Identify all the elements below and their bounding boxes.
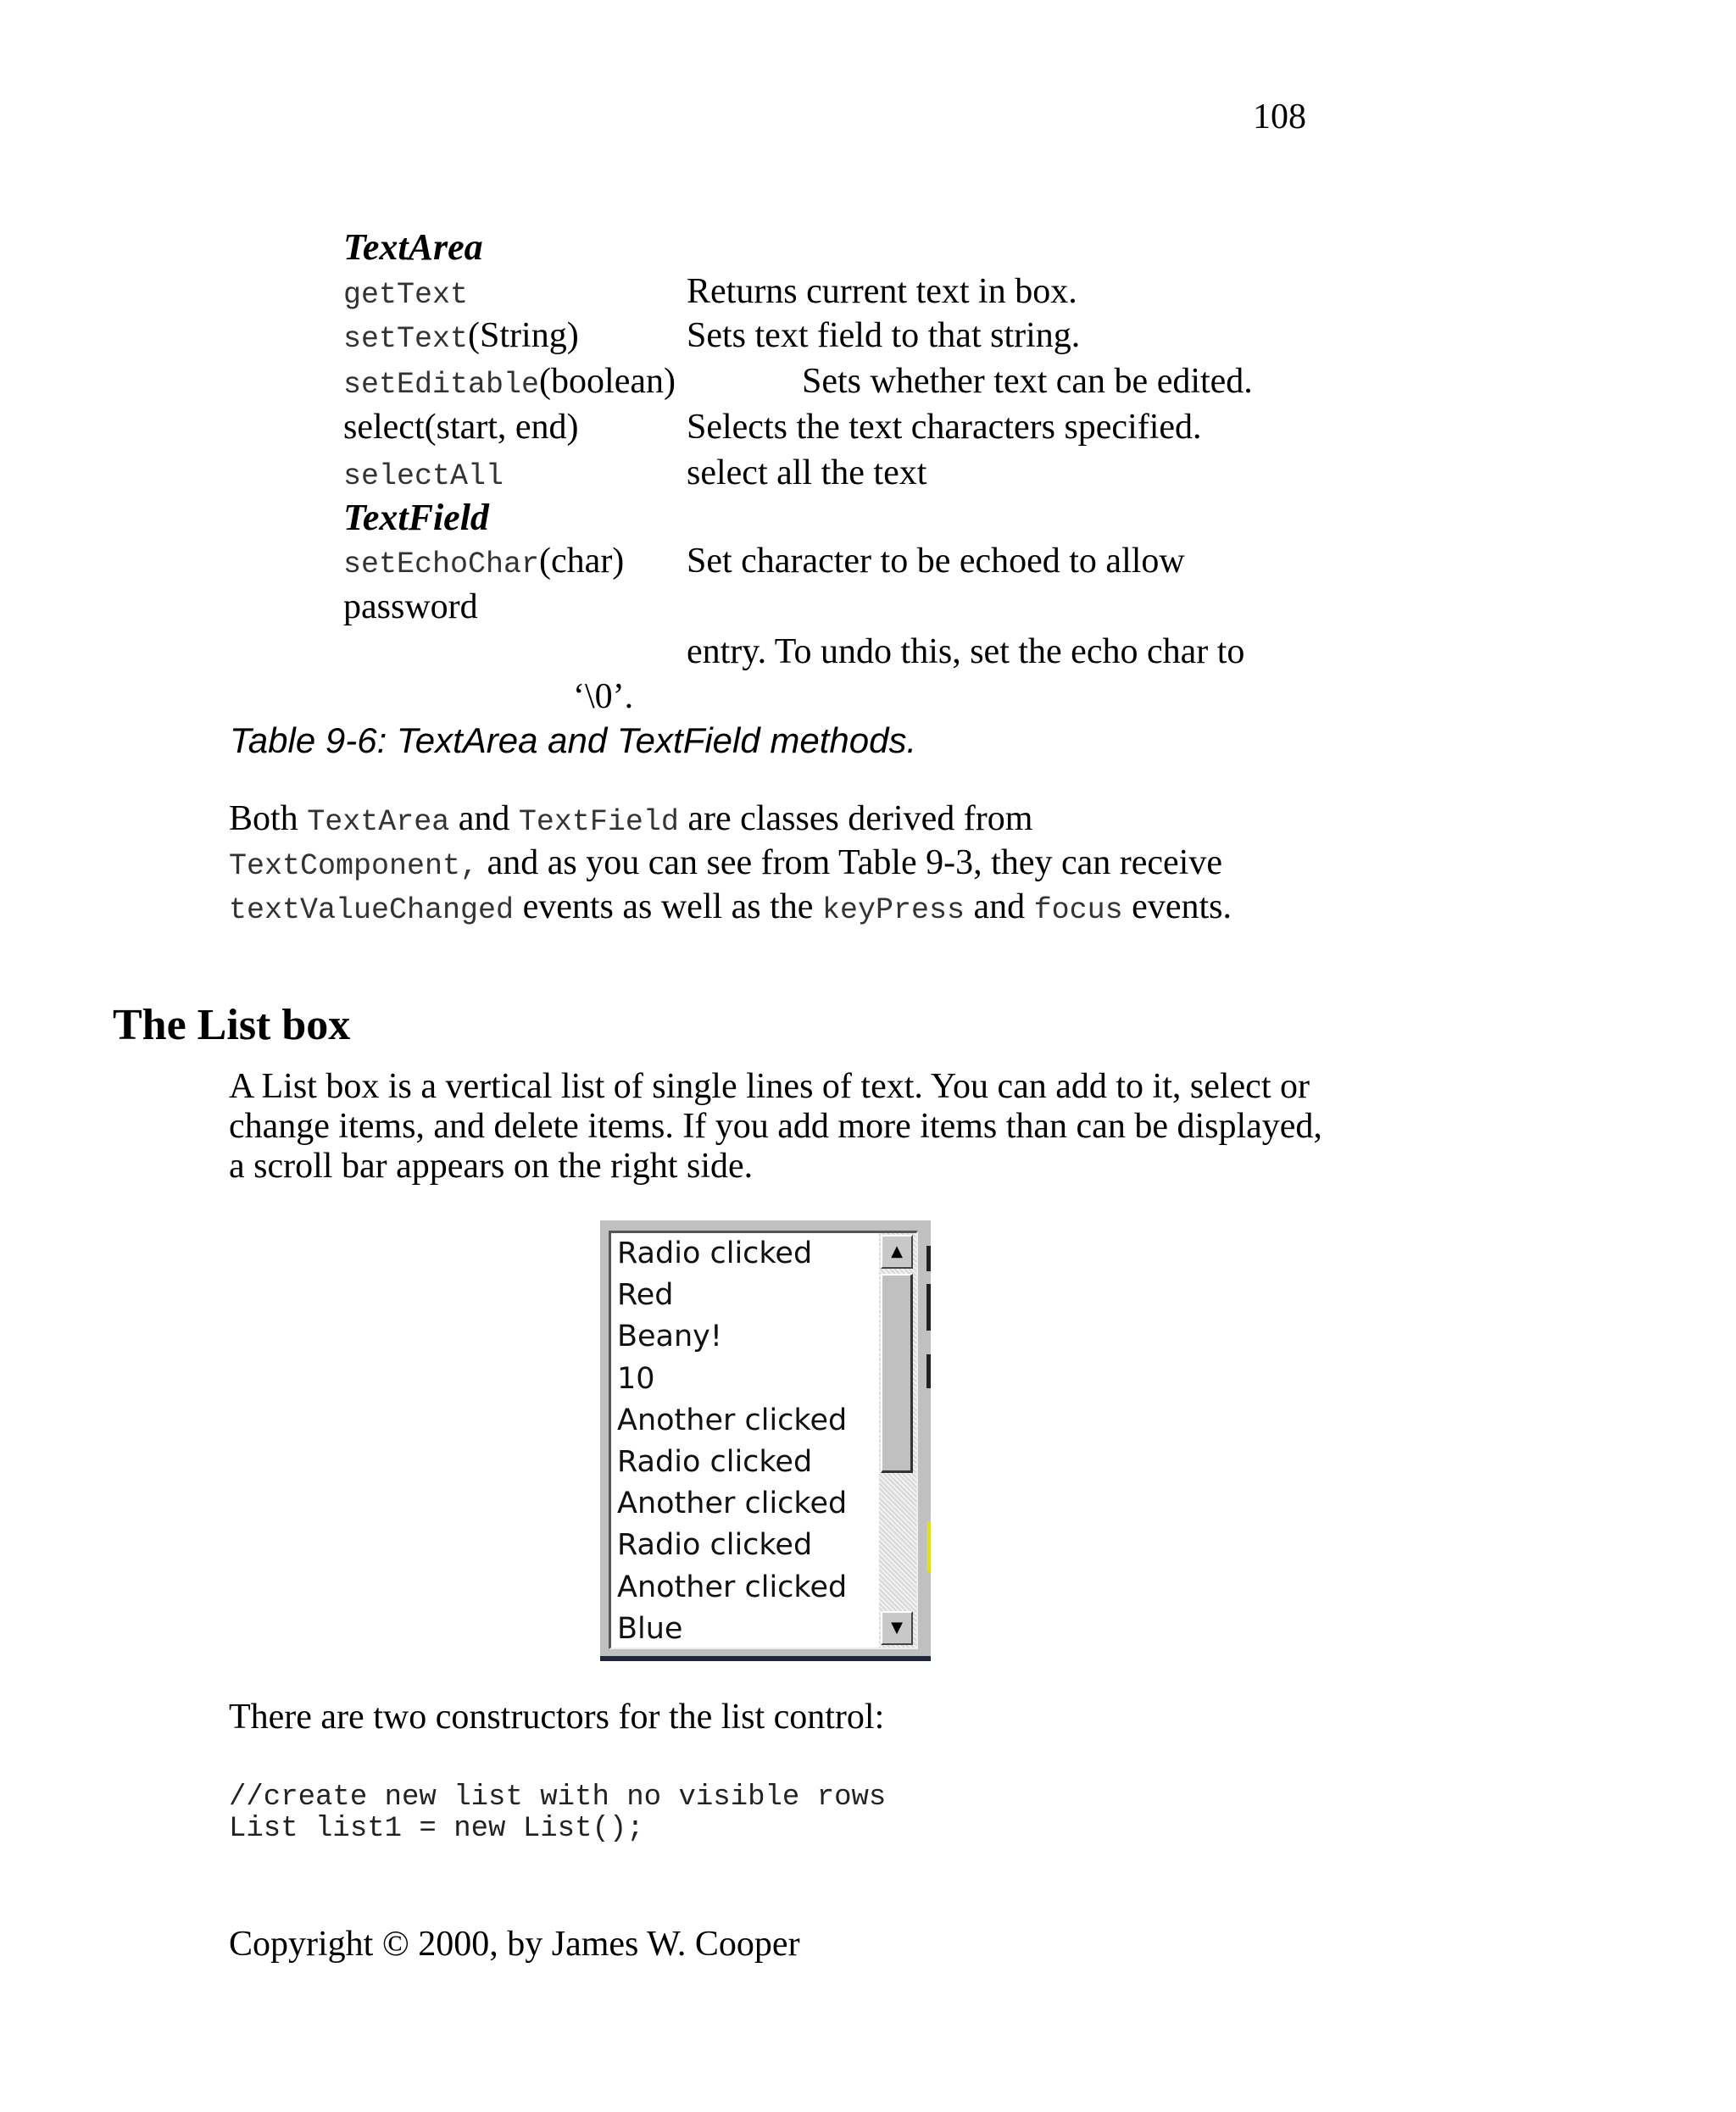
- textfield-heading: TextField: [343, 497, 489, 538]
- page-number: 108: [1253, 97, 1306, 136]
- desc-settext: Sets text field to that string.: [687, 316, 1081, 355]
- window-edge-mark: [926, 1246, 931, 1271]
- method-settext-cell: [343, 314, 579, 358]
- window-edge-mark: [926, 1354, 931, 1388]
- para1-line2: [229, 841, 1222, 888]
- list-item[interactable]: 10: [617, 1361, 655, 1396]
- method-gettext: getText: [343, 278, 469, 312]
- para1-line1: [229, 797, 1032, 844]
- para1-text: are classes derived from: [678, 799, 1033, 838]
- list-item[interactable]: Another clicked: [617, 1487, 848, 1521]
- method-setechochar-cell: [343, 539, 624, 583]
- list-item[interactable]: Radio clicked: [617, 1237, 813, 1270]
- list-item[interactable]: Beany!: [617, 1320, 722, 1354]
- method-select: select(start, end): [343, 408, 579, 447]
- code-textcomponent: TextComponent,: [229, 849, 479, 883]
- list-item[interactable]: Another clicked: [617, 1570, 848, 1604]
- desc-setechochar-2: entry. To undo this, set the echo char to: [687, 632, 1245, 671]
- scrollbar-thumb[interactable]: [881, 1274, 913, 1473]
- method-settext: setText: [343, 322, 469, 356]
- list-item[interactable]: Blue: [617, 1611, 683, 1646]
- code-textfield: TextField: [518, 805, 679, 839]
- list-item[interactable]: Radio clicked: [617, 1444, 813, 1479]
- args-setechochar: (char): [539, 542, 625, 581]
- vertical-scrollbar[interactable]: [879, 1233, 916, 1648]
- code-line-1: //create new list with no visible rows: [229, 1781, 887, 1814]
- window-edge-mark: [926, 1284, 931, 1331]
- args-settext: (String): [468, 316, 579, 355]
- desc-setechochar-3: ‘\0’.: [573, 677, 634, 716]
- method-setechochar: setEchoChar: [343, 547, 540, 581]
- list-item[interactable]: Red: [617, 1278, 674, 1313]
- scroll-down-arrow-icon[interactable]: ▼: [881, 1611, 913, 1645]
- para1-text: and as you can see from Table 9-3, they can receive: [478, 843, 1222, 882]
- list-item[interactable]: Radio clicked: [617, 1528, 813, 1563]
- para2-line3: a scroll bar appears on the right side.: [229, 1147, 754, 1186]
- listbox-frame: [609, 1231, 918, 1649]
- para1-text: and: [964, 887, 1034, 926]
- code-focus: focus: [1033, 893, 1123, 927]
- section-heading: The List box: [113, 1001, 351, 1049]
- method-seteditable: setEditable: [343, 368, 540, 402]
- desc-setechochar-wrap: password: [343, 587, 478, 626]
- copyright-footer: Copyright © 2000, by James W. Cooper: [229, 1925, 800, 1964]
- desc-selectall: select all the text: [687, 453, 927, 492]
- code-keypress: keyPress: [821, 893, 965, 927]
- para1-text: and: [449, 799, 519, 838]
- para1-line3: [229, 885, 1232, 932]
- para2-line2: change items, and delete items. If you add more items than can be displayed,: [229, 1107, 1322, 1146]
- para1-text: events.: [1122, 887, 1232, 926]
- desc-select: Selects the text characters specified.: [687, 408, 1202, 447]
- scroll-up-arrow-icon[interactable]: ▲: [881, 1235, 913, 1269]
- para2-line1: A List box is a vertical list of single lines of text. You can add to it, select or: [229, 1067, 1310, 1106]
- method-seteditable-cell: [343, 359, 676, 403]
- code-textarea: TextArea: [307, 805, 450, 839]
- code-line-2: List list1 = new List();: [229, 1813, 644, 1845]
- window-edge-mark: [926, 1521, 931, 1572]
- table-caption: Table 9-6: TextArea and TextField methods.: [230, 720, 917, 760]
- code-textvaluechanged: textValueChanged: [229, 893, 515, 927]
- method-selectall: selectAll: [343, 459, 504, 493]
- listbox-screenshot: [600, 1220, 931, 1661]
- para1-text: Both: [229, 799, 308, 838]
- para1-text: events as well as the: [514, 887, 822, 926]
- args-seteditable: (boolean): [539, 362, 676, 401]
- desc-setechochar-1: Set character to be echoed to allow: [687, 542, 1185, 581]
- desc-gettext: Returns current text in box.: [687, 272, 1077, 311]
- listbox-items: [617, 1233, 888, 1650]
- para3: There are two constructors for the list control:: [229, 1698, 885, 1737]
- textarea-heading: TextArea: [343, 226, 483, 268]
- desc-seteditable: Sets whether text can be edited.: [802, 362, 1253, 401]
- list-item[interactable]: Another clicked: [617, 1403, 848, 1437]
